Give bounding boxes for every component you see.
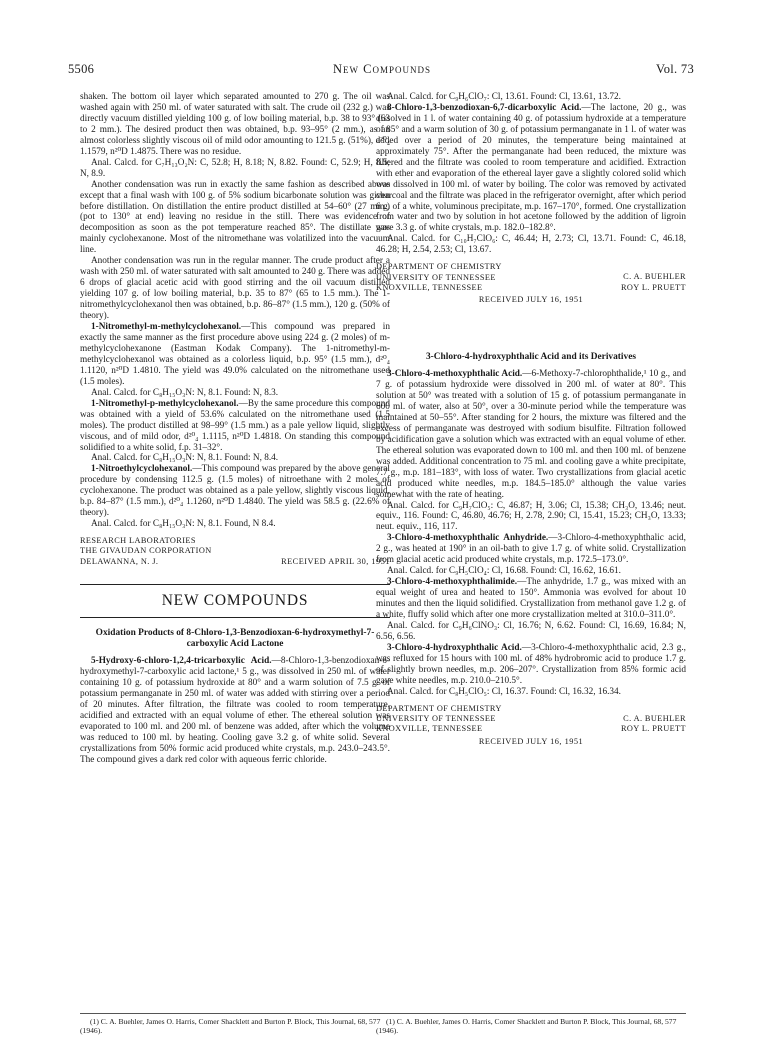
compound-text: —The anhydride, 1.7 g., was mixed with an equal weight of urea and heated to 150°. Ammonia was evolved for about 10 minutes and then the liquid solidified. Crystallization from methanol gave 1.2 g. of a white, fluffy solid which after one more crystallization melted at 310.0–311.0°. <box>376 577 686 621</box>
compound-paragraph <box>80 399 390 454</box>
compound-paragraph <box>80 464 390 519</box>
affiliation-line: DEPARTMENT OF CHEMISTRY <box>376 703 502 713</box>
author-name: C. A. BUEHLER <box>623 713 686 723</box>
affiliation-line: UNIVERSITY OF TENNESSEE <box>376 272 496 282</box>
author-name: ROY L. PRUETT <box>620 282 686 292</box>
compound-title: 8-Chloro-1,3-benzodioxan-6,7-dicarboxylic Acid. <box>387 102 582 113</box>
analysis: Anal. Calcd. for C₉H₆ClNO₃: Cl, 16.76; N, 6.62. Found: Cl, 16.69, 16.84; N, 6.56, 6.56. <box>376 621 686 642</box>
volume-label: Vol. 73 <box>656 62 694 76</box>
received-date: RECEIVED JULY 16, 1951 <box>478 736 584 746</box>
compound-text: —3-Chloro-4-methoxyphthalic acid, 2 g., was heated at 190° in an oil-bath to give 1.7 g. of white solid. Crystallization from glacial acetic acid produced white crystals, m.p. 172.5–173.0°. <box>376 533 686 566</box>
author-name: ROY L. PRUETT <box>620 723 686 733</box>
article-title: Oxidation Products of 8-Chloro-1,3-Benzodioxan-6-hydroxymethyl-7-carboxylic Acid Lactone <box>95 627 375 649</box>
analysis: Anal. Calcd. for C₉H₅ClO₄: Cl, 16.68. Found: Cl, 16.62, 16.61. <box>387 566 621 577</box>
affiliation-block <box>376 262 686 293</box>
affiliation-line: THE GIVAUDAN CORPORATION <box>80 546 212 556</box>
left-column <box>80 92 390 765</box>
analysis: Anal. Calcd. for C₈H₁₅O₃N: N, 8.1. Found, N 8.4. <box>91 519 276 530</box>
affiliation-line: UNIVERSITY OF TENNESSEE <box>376 713 496 723</box>
compound-title: 3-Chloro-4-methoxyphthalimide. <box>387 577 518 588</box>
analysis: Anal. Calcd. for C₈H₁₅O₃N: N, 8.1. Found: N, 8.3. <box>91 387 279 398</box>
paragraph: Another condensation was run in exactly the same fashion as described above except that a final wash with 100 g. of 5% sodium bicarbonate solution was given before distillation. On distillation the entire product distilled at 54–60° (27 mm.) (pot to 130° at end) leaving no residue in the still. There was evidence of decomposition as soon as the pot temperature reached 85°. The distillate was mainly cyclohexanone. Most of the nitromethane was volatilized into the vacuum line. <box>80 179 390 256</box>
compound-paragraph <box>80 322 390 388</box>
compound-paragraph <box>376 577 686 621</box>
new-compounds-header <box>80 584 390 618</box>
analysis: Anal. Calcd. for C₁₀H₇ClO₆: C, 46.44; H, 2.73; Cl, 13.71. Found: C, 46.18, 46.28; H, 2.54, 2.53; Cl, 13.67. <box>376 234 686 256</box>
compound-title: 3-Chloro-4-methoxyphthalic Acid. <box>387 369 523 380</box>
compound-paragraph <box>80 656 390 766</box>
affiliation-block <box>376 704 686 735</box>
footnote-left <box>80 1013 390 1035</box>
compound-paragraph <box>376 533 686 566</box>
paragraph: shaken. The bottom oil layer which separated amounted to 270 g. The oil was washed again with 250 ml. of water saturated with salt. The crude oil (232 g.) was directly vacuum distilled yielding 100 g. of low boiling material, b.p. 38 to 93° (63 to 2 mm.). The desired product then was obtained, b.p. 93–95° (2 mm.), as an almost colorless slightly viscous oil of mild odor amounting to 121.5 g. (51%), d²⁰₄ 1.1579, n²⁰D 1.4875. There was no residue. <box>80 92 390 157</box>
received-date: RECEIVED APRIL 30, 1951 <box>281 557 390 567</box>
analysis: Anal. Calcd. for C₈H₅ClO₅: Cl, 16.37. Found: Cl, 16.32, 16.34. <box>387 686 621 697</box>
author-name: C. A. BUEHLER <box>623 272 686 282</box>
affiliation-line: KNOXVILLE, TENNESSEE <box>376 724 483 734</box>
footnote-rule <box>376 1013 686 1014</box>
compound-text: —8-Chloro-1,3-benzodioxan-6-hydroxymethyl-7-carboxylic acid lactone,¹ 5 g., was dissolved in 250 ml. of water containing 10 g. of potassium hydroxide at 80° and a warm solution of 7.5 g. of potassium permanganate in 250 ml. of water was added with stirring over a period of 20 minutes. After filtration, the filtrate was cooled to room temperature, acidified and extracted with an equal volume of ether. The ethereal solution was evaporated to 100 ml. and 200 ml. of benzene was added, after which the volume was reduced to 100 ml. by heating. Cooling gave 3.2 g. of white solid. Several crystallizations from 50% formic acid produced white crystals, m.p. 243.0–243.5°. The compound gives a dark red color with aqueous ferric chloride. <box>80 655 390 765</box>
analysis: Anal. Calcd. for C₇H₁₃O₂N: C, 52.8; H, 8.18; N, 8.82. Found: C, 52.9; H, 8.5; N, 8.9. <box>80 157 390 179</box>
divider <box>80 617 390 618</box>
compound-paragraph <box>376 643 686 687</box>
compound-text: —This compound was prepared in exactly the same manner as the first procedure above using 224 g. (2 moles) of m-methylcyclohexanone (Eastman Kodak Company). The 1-nitromethyl-m-methylcyclohexanol was obtained as a colorless liquid, b.p. 95° (1.5 mm.), d²⁰₄ 1.1120, n²⁰D 1.4810. The yield was 49.0% calculated on the nitromethane used (1.5 moles). <box>80 322 390 387</box>
compound-title: 1-Nitromethyl-m-methylcyclohexanol. <box>91 322 242 333</box>
compound-title: 1-Nitroethylcyclohexanol. <box>91 464 193 475</box>
analysis: Anal. Calcd. for C₉H₆ClO₇: Cl, 13.61. Found: Cl, 13.61, 13.72. <box>387 92 621 102</box>
affiliation-line: DELAWANNA, N. J. <box>80 556 159 566</box>
article-title: 3-Chloro-4-hydroxyphthalic Acid and its Derivatives <box>425 352 637 363</box>
compound-paragraph <box>376 103 686 234</box>
paragraph: Another condensation was run in the regular manner. The crude product after a wash with 250 ml. of water saturated with salt amounted to 240 g. There was added 6 drops of glacial acetic acid with good stirring and the oil vacuum distilled yielding 107 g. of low boiling material, b.p. 35 to 87° (65 to 1.5 mm.). The 1-nitromethylcyclohexanol then was obtained, b.p. 86–87° (1.5 mm.), 120 g. (50% of theory). <box>80 256 390 322</box>
running-title: New Compounds <box>333 62 431 76</box>
compound-title: 1-Nitromethyl-p-methylcyclohexanol. <box>91 398 239 409</box>
compound-paragraph <box>376 369 686 500</box>
page-number: 5506 <box>68 62 95 76</box>
compound-text: —3-Chloro-4-methoxyphthalic acid, 2.3 g., was refluxed for 15 hours with 100 ml. of 48% hydrobromic acid to produce 1.7 g. of slightly brown needles, m.p. 206–207°. Crystallization from 85% formic acid gave white needles, m.p. 210.0–210.5°. <box>376 642 686 686</box>
analysis: Anal. Calcd. for C₈H₁₅O₃N: N, 8.1. Found: N, 8.4. <box>91 453 279 464</box>
right-column <box>376 92 686 748</box>
affiliation-line: DEPARTMENT OF CHEMISTRY <box>376 262 502 272</box>
footnote-right <box>376 1013 686 1035</box>
compound-text: —By the same procedure this compound was obtained with a yield of 53.6% calculated on the nitromethane used (1.5 moles). The product distilled at 98–99° (1.5 mm.) as a pale yellow liquid, slightly viscous, and of mild odor, d²⁰₄ 1.1115, n²⁰D 1.4818. On standing this compound solidified to a white solid, f.p. 31–32°. <box>80 398 390 453</box>
affiliation-line: KNOXVILLE, TENNESSEE <box>376 282 483 292</box>
analysis: Anal. Calcd. for C₉H₇ClO₅: C, 46.87; H, 3.06; Cl, 15.38; CH₃O, 13.46; neut. equiv., 116. Found: C, 46.80, 46.76; H, 2.78, 2.90; Cl, 15.41, 15.23; CH₃O, 13.33; neut. equiv., 116, 117. <box>376 500 686 533</box>
section-heading: NEW COMPOUNDS <box>161 591 309 609</box>
compound-text: —6-Methoxy-7-chlorophthalide,¹ 10 g., and 7 g. of potassium hydroxide were dissolved in 200 ml. of water at 80°. This solution at 50° was treated with a solution of 15 g. of potassium permanganate in 600 ml. of water, also at 50°, over a 30-minute period while the temperature was maintained at 50–55°. After standing for 2 hours, the mixture was filtered and the excess of permanganate was destroyed with sodium bisulfite. Filtration followed by acidification gave a solution which was extracted with an equal volume of ether. The ethereal solution was evaporated down to 100 ml. and then 100 ml. of benzene was added. Additional concentration to 75 ml. and cooling gave a white precipitate, 7.7 g., m.p. 181–183°, with loss of water. Two crystallizations from glacial acetic acid produced white needles, m.p. 184.5–185.0° although the value varies somewhat with the rate of heating. <box>376 369 686 500</box>
received-date: RECEIVED JULY 16, 1951 <box>478 295 584 305</box>
compound-text: —This compound was prepared by the above general procedure by condensing 112.5 g. (1.5 moles) of nitroethane with 2 moles of cyclohexanone. The product was obtained as a pale yellow, slightly viscous liquid, b.p. 84–87° (1.5 mm.), d²⁰₄ 1.1260, n²⁰D 1.4840. The yield was 58.5 g. (22.6% of theory). <box>80 464 390 519</box>
compound-title: 3-Chloro-4-methoxyphthalic Anhydride. <box>387 533 549 544</box>
compound-title: 3-Chloro-4-hydroxyphthalic Acid. <box>387 642 522 653</box>
compound-title: 5-Hydroxy-6-chloro-1,2,4-tricarboxylic Acid. <box>91 655 272 666</box>
footnote-rule <box>80 1013 390 1014</box>
footnote-text: (1) C. A. Buehler, James O. Harris, Comer Shacklett and Burton P. Block, This Journal, 68, 577 (1946). <box>80 1017 381 1035</box>
affiliation-line: RESEARCH LABORATORIES <box>80 536 196 546</box>
compound-text: —The lactone, 20 g., was dissolved in 1 l. of water containing 40 g. of potassium hydroxide at a temperature of 85° and a warm solution of 30 g. of potassium permanganate in 1 l. of water was added over a period of 20 minutes, the temperature being maintained at approximately 75°. After the permanganate had been reduced, the mixture was filtered and the filtrate was cooled to room temperature and acidified. Extraction with ether and evaporation of the ethereal layer gave a slightly colored solid which was dissolved in 100 ml. of water by boiling. The color was removed by activated charcoal and the filtrate was placed in the refrigerator overnight, after which period 6 g. of a white, voluminous precipitate, m.p. 167–170°, formed. One crystallization from water and two by solution in hot acetone followed by the addition of ligroin gave 3.3 g. of white crystals, m.p. 182.0–182.8°. <box>376 102 686 234</box>
footnote-text: (1) C. A. Buehler, James O. Harris, Comer Shacklett and Burton P. Block, This Journal, 68, 577 (1946). <box>376 1017 677 1035</box>
